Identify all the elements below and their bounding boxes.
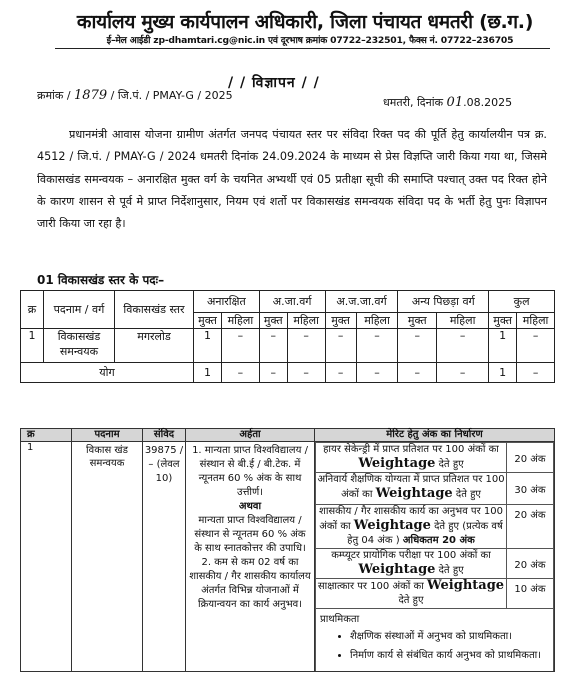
col-merit: मेरिट हेतु अंक का निर्धारण <box>315 429 555 442</box>
merit-marks: 10 अंक <box>507 579 554 609</box>
priority-list <box>320 629 549 663</box>
col-salary: संविद <box>143 429 186 442</box>
merit-table <box>315 442 554 671</box>
merit-row <box>316 579 554 609</box>
section-title: 01 विकासखंड स्तर के पदः– <box>37 273 165 287</box>
eligibility-table <box>20 428 555 672</box>
cell-value: – <box>259 363 287 383</box>
office-contact: ई–मेल आईडी zp-dhamtari.cg@nic.in एवं दूरभाष क्रमांक 07722–232501, फैक्स नं. 07722–236705 <box>106 35 514 46</box>
weightage-label: Weightage <box>358 456 436 471</box>
merit-row <box>316 473 554 505</box>
qualification-1b: मान्यता प्राप्त विश्वविद्यालय / संस्थान से न्यूनतम 60 % अंक के साथ स्नातकोत्तर की उपाधि। <box>194 515 306 554</box>
reference-number <box>37 88 233 103</box>
merit-marks: 30 अंक <box>507 473 554 505</box>
cell-value: – <box>325 329 356 363</box>
total-label: योग <box>21 363 194 383</box>
sub-mahila: महिला <box>437 313 489 329</box>
cell-value: – <box>287 363 325 383</box>
merit-marks: 20 अंक <box>507 505 554 549</box>
date-day: 01 <box>446 95 464 110</box>
merit-row <box>316 443 554 473</box>
cell-value: – <box>437 329 489 363</box>
merit-marks: 20 अंक <box>507 549 554 579</box>
merit-marks: 20 अंक <box>507 443 554 473</box>
col-qualification: अर्हता <box>186 429 315 442</box>
sub-mahila: महिला <box>287 313 325 329</box>
sub-mukt: मुक्त <box>489 313 517 329</box>
cell-value: – <box>517 329 555 363</box>
cell-value: – <box>356 363 398 383</box>
kramank-suffix: / जि.पं. / PMAY-G / 2025 <box>110 89 233 102</box>
qualification-2: 2. कम से कम 02 वर्ष का शासकीय / गैर शासकीय कार्यालय अंतर्गत विभिन्न योजनाओं में क्रियान्वयन का कार्य अनुभव। <box>189 557 311 610</box>
merit-row <box>316 505 554 549</box>
row-post: विकास खंड समन्वयक <box>72 442 143 672</box>
row-salary: 39875 / – (लेवल 10) <box>143 442 186 672</box>
cell-value: – <box>517 363 555 383</box>
cell-value: – <box>356 329 398 363</box>
cell-value: 1 <box>489 363 517 383</box>
cell-value: – <box>437 363 489 383</box>
col-kr: क्र <box>21 291 44 329</box>
sub-mukt: मुक्त <box>398 313 437 329</box>
cell-value: – <box>222 363 260 383</box>
sub-mukt: मुक्त <box>325 313 356 329</box>
notice-date <box>383 95 512 110</box>
body-paragraph: प्रधानमंत्री आवास योजना ग्रामीण अंतर्गत जनपद पंचायत स्तर पर संविदा रिक्त पद की पूर्ति हेतु कार्यालयीन पत्र क्र. 4512 / जि.पं. / PMAY-G / 2024 धमतरी दिनांक 24.09.2024 के माध्यम से प्रेस विज्ञप्ति जारी किया गया था, जिसमे विकासखंड समन्वयक – अनारक्षित मुक्त वर्ग के चयनित अभ्यर्थी एवं 05 प्रतीक्षा सूची की समाप्ति पश्चात् उक्त पद रिक्त होने के कारण शासन से पूर्व मे प्राप्त निर्देशानुसार, नियम एवं शर्तो पर विकासखंड समन्वयक संविदा पद के भर्ती हेतु पुनः विज्ञापन जारी किया जा रहा है। <box>37 128 547 231</box>
cell-value: 1 <box>194 363 222 383</box>
sub-mahila: महिला <box>517 313 555 329</box>
cell-value: – <box>222 329 260 363</box>
sub-mahila: महिला <box>222 313 260 329</box>
col-kr: क्र <box>21 429 72 442</box>
max-marks-note: अधिकतम 20 अंक <box>402 535 475 546</box>
qualification-cell <box>186 442 315 672</box>
cell-value: – <box>287 329 325 363</box>
kramank-number: 1879 <box>74 88 108 103</box>
cell-value: – <box>398 329 437 363</box>
weightage-label: Weightage <box>375 486 453 501</box>
table-row <box>21 329 555 363</box>
merit-criterion: अनिवार्य शैक्षणिक योग्यता में प्राप्त प्रतिशत पर 100 अंकों का Weightage देते हुए <box>316 473 507 505</box>
cell-value: – <box>259 329 287 363</box>
office-title: कार्यालय मुख्य कार्यपालन अधिकारी, जिला पंचायत धमतरी (छ.ग.) <box>76 11 534 33</box>
merit-cell <box>315 442 555 672</box>
weightage-label: Weightage <box>353 518 431 533</box>
merit-criterion: साक्षात्कार पर 100 अंकों का Weightage देते हुए <box>316 579 507 609</box>
col-block: विकासखंड स्तर <box>115 291 194 329</box>
cell-value: – <box>325 363 356 383</box>
col-obc: अन्य पिछड़ा वर्ग <box>398 291 489 313</box>
row-kr: 1 <box>21 442 72 672</box>
priority-item: • निर्माण कार्य से संबंधित कार्य अनुभव को प्राथमिकता। <box>350 648 549 663</box>
col-st: अ.ज.जा.वर्ग <box>325 291 398 313</box>
notice-heading: / / विज्ञापन / / <box>228 75 320 91</box>
merit-criterion: हायर सेकेन्ड्री में प्राप्त प्रतिशत पर 100 अंकों का Weightage देते हुए <box>316 443 507 473</box>
col-post: पदनाम <box>72 429 143 442</box>
cell-post: विकासखंड समन्वयक <box>44 329 115 363</box>
cell-value: 1 <box>194 329 222 363</box>
kramank-prefix: क्रमांक / <box>37 89 71 102</box>
vacancy-table <box>20 290 555 383</box>
date-suffix: .08.2025 <box>463 96 513 109</box>
qualification-1: 1. मान्यता प्राप्त विश्वविद्यालय / संस्थान से बी.ई / बी.टेक. में न्यूनतम 60 % अंक के साथ उत्तीर्ण। <box>192 445 308 498</box>
col-total: कुल <box>489 291 555 313</box>
notice-body <box>37 124 547 235</box>
weightage-label: Weightage <box>427 578 505 593</box>
cell-block: मगरलोड <box>115 329 194 363</box>
qualification-or: अथवा <box>238 501 262 512</box>
priority-item: • शैक्षणिक संस्थाओं में अनुभव को प्राथमिकता। <box>350 629 549 644</box>
merit-row <box>316 549 554 579</box>
cell-kr: 1 <box>21 329 44 363</box>
cell-value: 1 <box>489 329 517 363</box>
header-divider <box>55 48 550 49</box>
priority-row <box>316 609 554 672</box>
col-post: पदनाम / वर्ग <box>44 291 115 329</box>
merit-criterion: कम्प्यूटर प्रायोगिक परीक्षा पर 100 अंकों का Weightage देते हुए <box>316 549 507 579</box>
weightage-label: Weightage <box>358 562 436 577</box>
total-row <box>21 363 555 383</box>
sub-mukt: मुक्त <box>194 313 222 329</box>
col-unreserved: अनारक्षित <box>194 291 260 313</box>
col-sc: अ.जा.वर्ग <box>259 291 325 313</box>
sub-mahila: महिला <box>356 313 398 329</box>
sub-mukt: मुक्त <box>259 313 287 329</box>
priority-cell <box>316 609 554 672</box>
priority-title: प्राथमिकता <box>320 614 360 625</box>
merit-criterion: शासकीय / गैर शासकीय कार्य का अनुभव पर 100 अंकों का Weightage देते हुए (प्रत्येक वर्ष हेतु 04 अंक ) अधिकतम 20 अंक <box>316 505 507 549</box>
cell-value: – <box>398 363 437 383</box>
date-prefix: धमतरी, दिनांक <box>383 96 444 109</box>
